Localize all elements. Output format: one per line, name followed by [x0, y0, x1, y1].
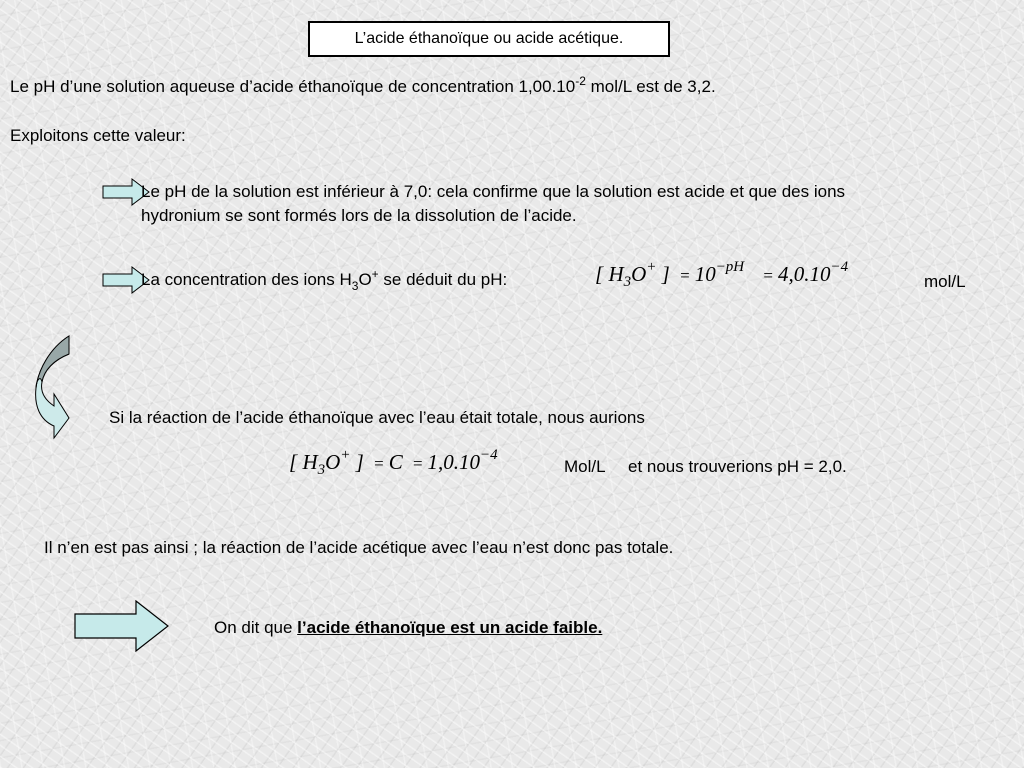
point2-sentence	[141, 268, 507, 293]
final-emphasis: l’acide éthanoïque est un acide faible.	[297, 618, 603, 637]
f2-result: 1,0.10	[427, 450, 481, 474]
f2-eq2: =	[412, 454, 423, 473]
formula2-after: et nous trouverions pH = 2,0.	[628, 457, 847, 476]
f2-eq1: =	[374, 454, 384, 473]
f1-base: 10	[694, 262, 716, 286]
f1-result: 4,0.10	[778, 262, 831, 286]
f1-lbracket: [	[595, 262, 604, 286]
point2-mid: O	[358, 270, 372, 289]
f2-species-o: O	[325, 450, 341, 474]
f2-species-sup: +	[340, 447, 351, 463]
f2-result-exp: −4	[480, 447, 498, 463]
formula2-unit: Mol/L	[564, 457, 606, 476]
final-statement	[214, 616, 602, 640]
f2-species-sub: 3	[317, 462, 326, 478]
point1-line1: Le pH de la solution est inférieur à 7,0: cela confirme que la solution est acide et que des ions	[141, 182, 846, 201]
f1-species-sup: +	[646, 259, 657, 275]
slide-title	[308, 21, 670, 57]
f1-species: H	[608, 262, 624, 286]
f1-species-sub: 3	[623, 274, 632, 290]
point2-sub: 3	[351, 279, 359, 293]
curved-down-arrow-icon	[30, 334, 74, 442]
point1-line2: hydronium se sont formés lors de la dissolution de l’acide.	[141, 206, 577, 225]
intro-sentence	[10, 75, 716, 100]
formula-h3o-from-ph	[595, 259, 849, 290]
point2-unit: mol/L	[924, 272, 966, 291]
conclusion-sentence: Il n’en est pas ainsi ; la réaction de l’acide acétique avec l’eau n’est donc pas totale.	[44, 538, 674, 557]
f1-power: −pH	[715, 259, 745, 275]
intro-exponent: -2	[575, 74, 586, 88]
intro-text-before: Le pH d’une solution aqueuse d’acide éthanoïque de concentration 1,00.10	[10, 77, 576, 96]
formula-h3o-total	[289, 447, 498, 478]
final-prefix: On dit que	[214, 618, 298, 637]
exploit-heading: Exploitons cette valeur:	[10, 126, 186, 145]
f1-eq1: =	[680, 266, 690, 285]
slide-title-text: L’acide éthanoïque ou acide acétique.	[354, 30, 624, 47]
f2-lbracket: [	[289, 450, 298, 474]
f1-eq2: =	[763, 266, 773, 285]
point2-before: La concentration des ions H	[141, 270, 352, 289]
f1-rbracket: ]	[661, 262, 670, 286]
hypothesis-sentence: Si la réaction de l’acide éthanoïque avec l’eau était totale, nous aurions	[109, 408, 645, 427]
f1-species-o: O	[631, 262, 647, 286]
right-arrow-icon-large	[74, 600, 170, 652]
f2-rbracket: ]	[355, 450, 364, 474]
intro-text-after: mol/L est de 3,2.	[585, 77, 716, 96]
point2-sup: +	[371, 267, 379, 281]
f1-result-exp: −4	[830, 259, 849, 275]
point2-after: se déduit du pH:	[378, 270, 508, 289]
f2-c: C	[388, 450, 403, 474]
f2-species: H	[302, 450, 318, 474]
